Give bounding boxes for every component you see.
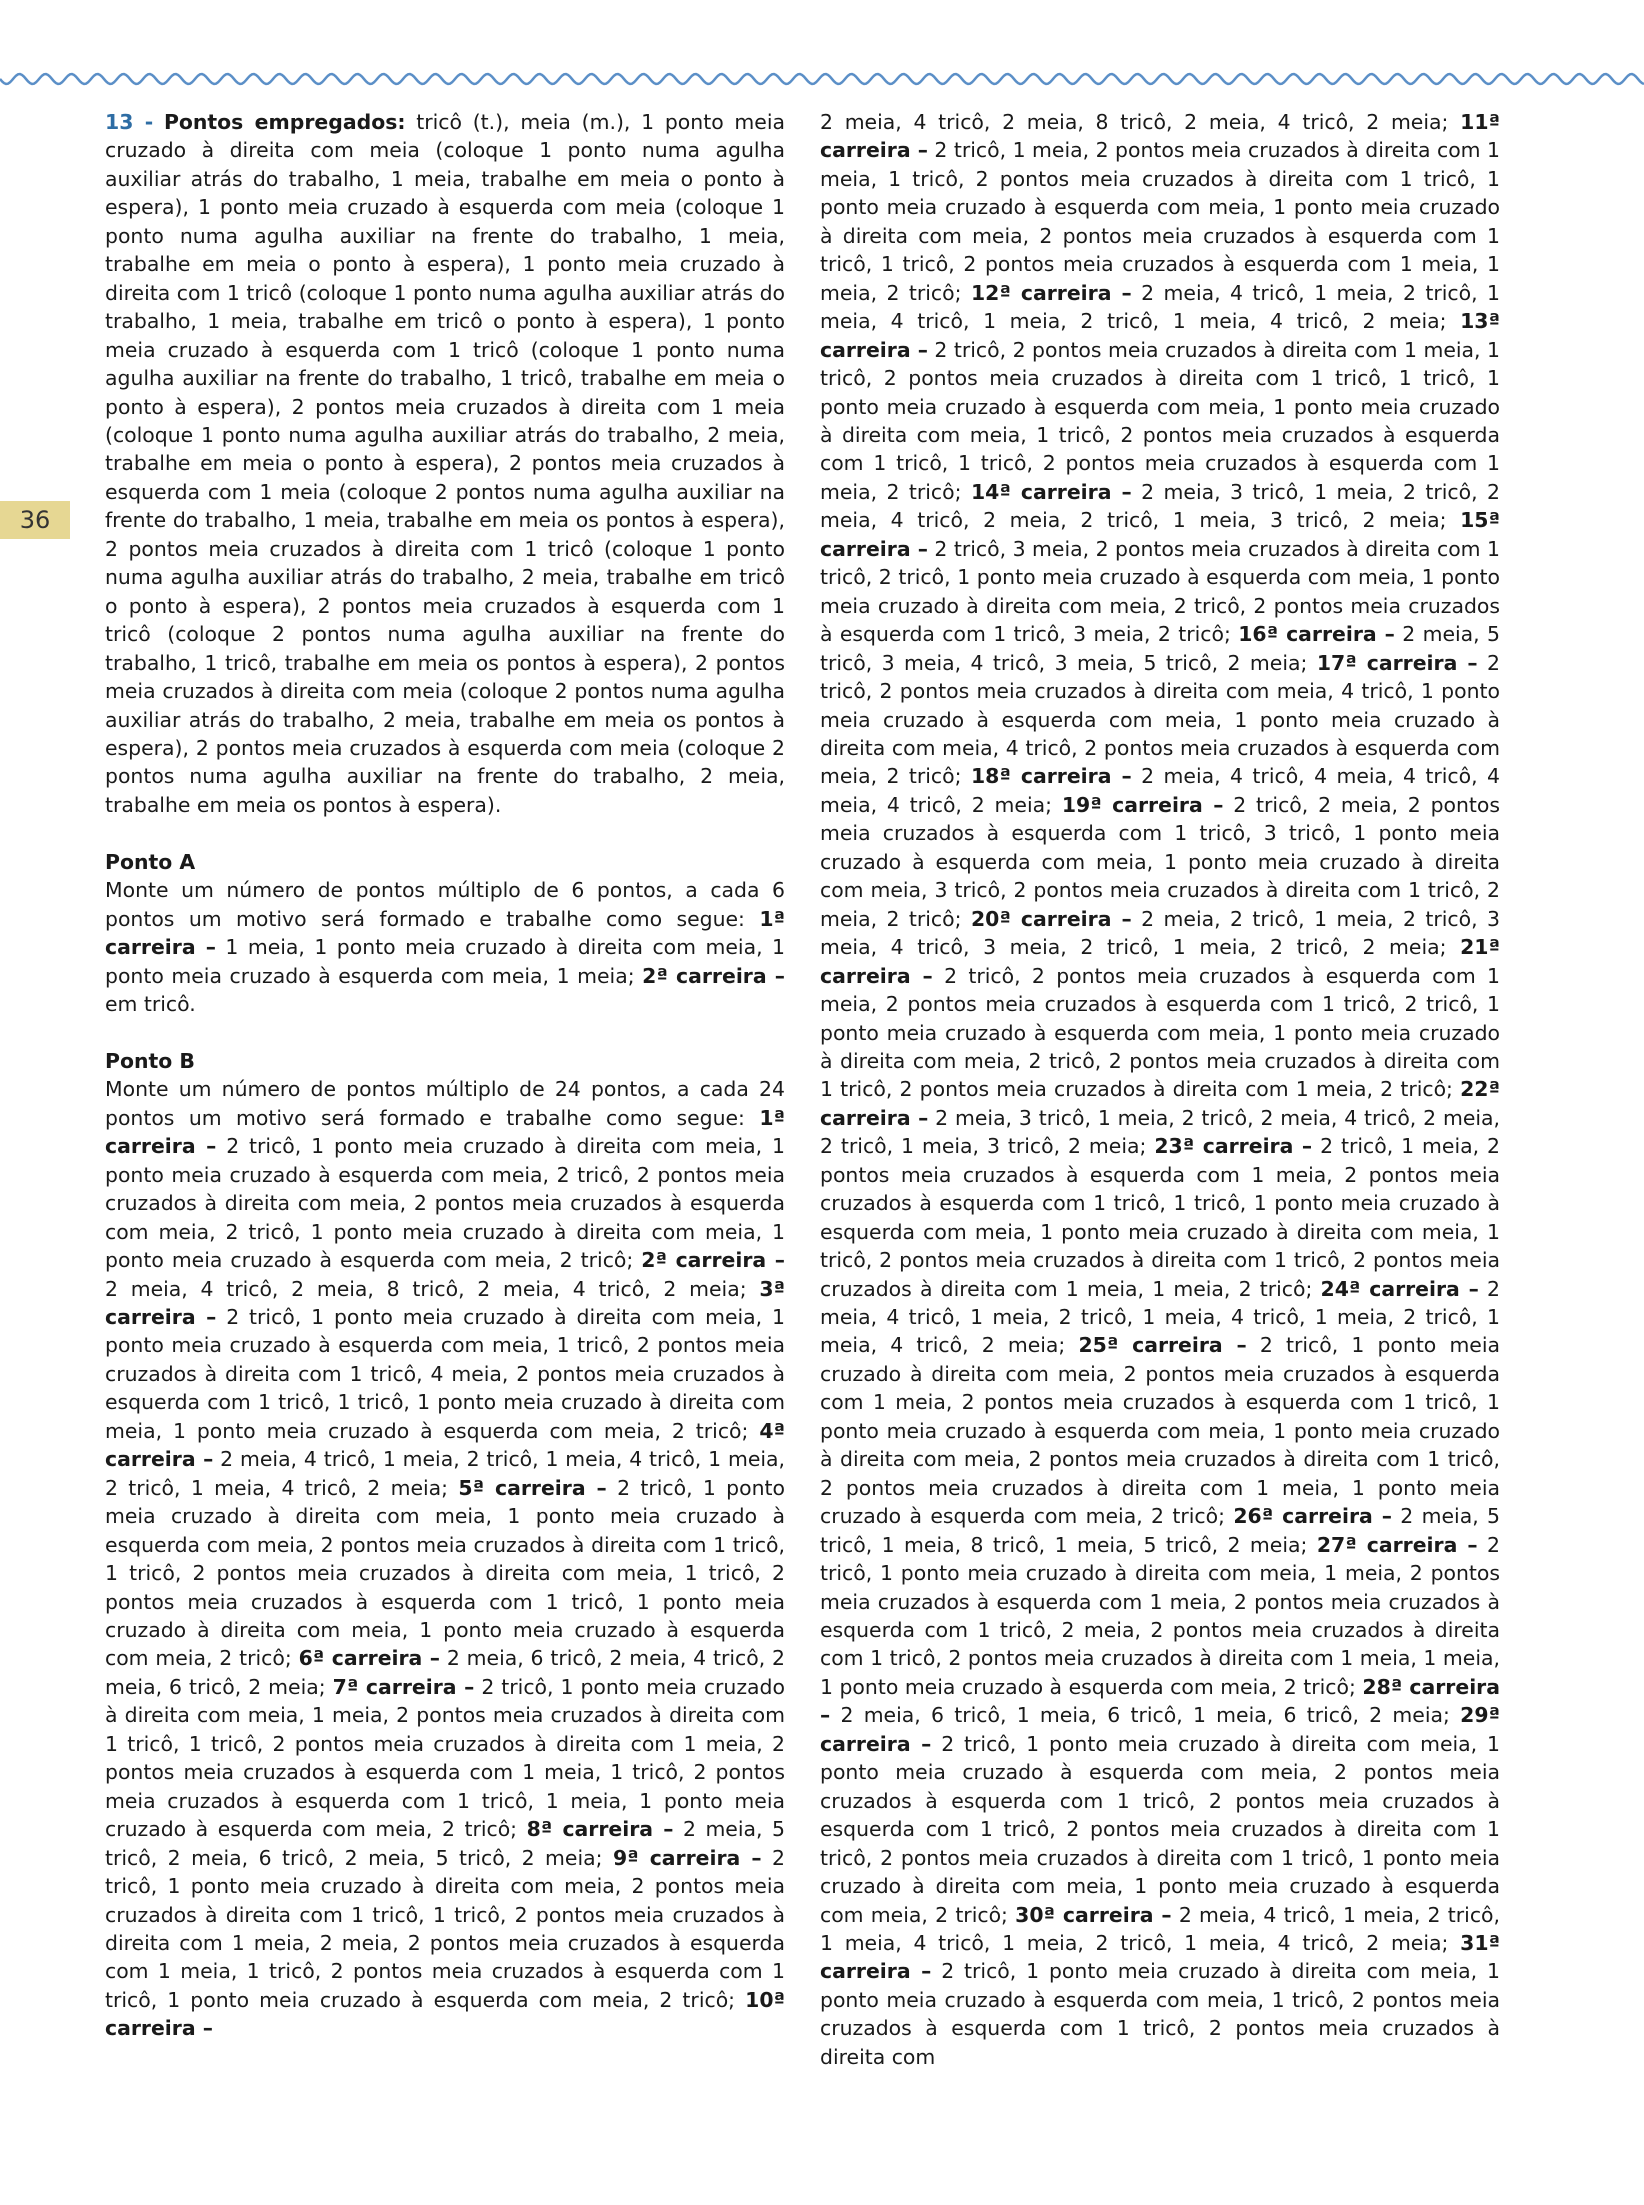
row-label: 31ª carreira – — [820, 1931, 1501, 1984]
continued-row-text: 2 meia, 4 tricô, 2 meia, 8 tricô, 2 meia, 4 tricô, 2 meia; — [820, 110, 1449, 134]
row-text: 2 meia, 4 tricô, 4 meia, 4 tricô, 4 meia, 4 tricô, 2 meia; — [820, 764, 1500, 817]
row-label: 13ª carreira – — [820, 309, 1500, 362]
row-text: 2 tricô, 2 pontos meia cruzados à direita com meia, 4 tricô, 1 ponto meia cruzado à esquerda com meia, 1 ponto meia cruzado à direita com meia, 4 tricô, 2 pontos meia cruzados à esquerda com meia, 2 tricô; — [820, 650, 1500, 789]
row-label: 7ª carreira – — [332, 1674, 475, 1699]
row-label: 3ª carreira – — [105, 1276, 785, 1329]
row-text: 2 tricô, 2 pontos meia cruzados à esquerda com 1 meia, 2 pontos meia cruzados à esquerda com 1 tricô, 2 tricô, 1 ponto meia cruzado à esquerda com meia, 1 ponto meia cruzado à direita com meia, 2 tricô, 2 pontos meia cruzados à direita com 1 tricô, 2 pontos meia cruzados à direita com 1 meia, 2 tricô; — [820, 963, 1500, 1102]
row-label: 1ª carreira – — [105, 1105, 785, 1159]
right-column — [820, 108, 1500, 2071]
row-text: 2 meia, 4 tricô, 1 meia, 2 tricô, 1 meia, 4 tricô, 1 meia, 2 tricô, 1 meia, 4 tricô, 2 meia; — [820, 1902, 1500, 1955]
section-13-paragraph — [105, 108, 785, 819]
ponto-a-heading: Ponto A — [105, 849, 196, 874]
row-label: 6ª carreira – — [298, 1646, 440, 1671]
row-label: 22ª carreira – — [820, 1077, 1500, 1130]
decorative-wave-border — [0, 66, 1644, 92]
row-text: 2 meia, 4 tricô, 1 meia, 2 tricô, 1 meia, 4 tricô, 1 meia, 2 tricô, 1 meia, 4 tricô, 2 meia; — [820, 280, 1500, 334]
row-label: 2ª carreira – — [642, 963, 785, 988]
row-text: 2 tricô, 2 meia, 2 pontos meia cruzados à esquerda com 1 tricô, 3 tricô, 1 ponto meia cruzado à esquerda com meia, 1 ponto meia cruzado à direita com meia, 3 tricô, 2 pontos meia cruzados à direita com 1 tricô, 2 meia, 2 tricô; — [820, 792, 1501, 931]
row-text: 2 meia, 4 tricô, 1 meia, 2 tricô, 1 meia, 4 tricô, 1 meia, 2 tricô, 1 meia, 4 tricô, 2 meia; — [820, 1276, 1500, 1358]
row-text: 2 meia, 5 tricô, 3 meia, 4 tricô, 3 meia, 5 tricô, 2 meia; — [820, 622, 1500, 675]
row-text: 2 meia, 6 tricô, 2 meia, 4 tricô, 2 meia, 6 tricô, 2 meia; — [105, 1646, 786, 1699]
row-label: 19ª carreira – — [1061, 792, 1224, 817]
ponto-a-paragraph — [105, 876, 785, 1018]
row-label: 12ª carreira – — [970, 280, 1132, 305]
row-label: 17ª carreira – — [1316, 650, 1478, 675]
row-text: 2 meia, 2 tricô, 1 meia, 2 tricô, 3 meia, 4 tricô, 3 meia, 2 tricô, 1 meia, 2 tricô, 2 meia; — [820, 906, 1500, 960]
row-label: 28ª carreira – — [820, 1674, 1500, 1728]
row-label: 5ª carreira – — [458, 1475, 607, 1500]
ponto-a-intro: Monte um número de pontos múltiplo de 6 pontos, a cada 6 pontos um motivo será formado e trabalhe como segue: — [105, 878, 785, 931]
row-text: 2 tricô, 1 ponto meia cruzado à direita com meia, 2 pontos meia cruzados à esquerda com 1 meia, 2 pontos meia cruzados à esquerda com 1 tricô, 1 ponto meia cruzado à esquerda com meia, 1 ponto meia cruzado à direita com meia, 2 pontos meia cruzados à direita com 1 tricô, 2 pontos meia cruzados à direita com 1 meia, 1 ponto meia cruzado à esquerda com meia, 2 tricô; — [820, 1333, 1501, 1529]
row-text: 1 meia, 1 ponto meia cruzado à direita com meia, 1 ponto meia cruzado à esquerda com meia, 1 meia; — [105, 935, 786, 988]
row-text: 2 meia, 5 tricô, 1 meia, 8 tricô, 1 meia, 5 tricô, 2 meia; — [820, 1504, 1500, 1557]
row-label: 2ª carreira – — [641, 1248, 786, 1273]
row-text: 2 tricô, 1 ponto meia cruzado à direita com meia, 1 ponto meia cruzado à esquerda com meia, 2 tricô, 2 pontos meia cruzados à direita com meia, 2 pontos meia cruzados à esquerda com meia, 2 tricô, 1 ponto meia cruzado à direita com meia, 1 ponto meia cruzado à esquerda com meia, 2 tricô; — [105, 1134, 785, 1273]
ponto-b-paragraph-left — [105, 1075, 785, 2042]
row-text: 2 meia, 4 tricô, 1 meia, 2 tricô, 1 meia, 4 tricô, 1 meia, 2 tricô, 1 meia, 4 tricô, 2 meia; — [105, 1447, 786, 1500]
row-text: 2 tricô, 1 ponto meia cruzado à direita com meia, 2 pontos meia cruzados à direita com 1 tricô, 1 tricô, 2 pontos meia cruzados à direita com 1 meia, 2 meia, 2 pontos meia cruzados à esquerda com 1 meia, 1 tricô, 2 pontos meia cruzados à esquerda com 1 tricô, 1 ponto meia cruzado à esquerda com meia, 2 tricô; — [105, 1845, 785, 2012]
row-text: 2 tricô, 2 pontos meia cruzados à direita com 1 meia, 1 tricô, 2 pontos meia cruzados à direita com 1 tricô, 1 tricô, 1 ponto meia cruzado à esquerda com meia, 1 ponto meia cruzado à direita com meia, 1 tricô, 2 pontos meia cruzados à esquerda com 1 tricô, 1 tricô, 2 pontos meia cruzados à esquerda com 1 meia, 2 tricô; — [820, 337, 1501, 504]
section-text: tricô (t.), meia (m.), 1 ponto meia cruzado à direita com meia (coloque 1 ponto numa agulha auxiliar atrás do trabalho, 1 meia, trabalhe em meia o ponto à espera), 1 ponto meia cruzado à esquerda com meia (coloque 1 ponto numa agulha auxiliar na frente do trabalho, 1 meia, trabalhe em meia o ponto à espera), 1 ponto meia cruzado à direita com 1 tricô (coloque 1 ponto numa agulha auxiliar atrás do trabalho, 1 meia, trabalhe em tricô o ponto à espera), 1 ponto meia cruzado à esquerda com 1 tricô (coloque 1 ponto numa agulha auxiliar na frente do trabalho, 1 tricô, trabalhe em meia o ponto à espera), 2 pontos meia cruzados à direita com 1 meia (coloque 1 ponto numa agulha auxiliar atrás do trabalho, 2 meia, trabalhe em meia o ponto à espera), 2 pontos meia cruzados à esquerda com 1 meia (coloque 2 pontos numa agulha auxiliar na frente do trabalho, 1 meia, trabalhe em meia os pontos à espera), 2 pontos meia cruzados à direita com 1 tricô (coloque 1 ponto numa agulha auxiliar atrás do trabalho, 2 meia, trabalhe em tricô o ponto à espera), 2 pontos meia cruzados à esquerda com 1 tricô (coloque 2 pontos numa agulha auxiliar na frente do trabalho, 1 tricô, trabalhe em meia os pontos à espera), 2 pontos meia cruzados à direita com meia (coloque 2 pontos numa agulha auxiliar atrás do trabalho, 2 meia, trabalhe em meia os pontos à espera), 2 pontos meia cruzados à esquerda com meia (coloque 2 pontos numa agulha auxiliar na frente do trabalho, 2 meia, trabalhe em meia os pontos à espera). — [105, 110, 785, 817]
row-text: 2 tricô, 1 ponto meia cruzado à direita com meia, 1 ponto meia cruzado à esquerda com meia, 1 tricô, 2 pontos meia cruzados à direita com 1 tricô, 4 meia, 2 pontos meia cruzados à esquerda com 1 tricô, 1 tricô, 1 ponto meia cruzado à direita com meia, 1 ponto meia cruzado à esquerda com meia, 2 tricô; — [105, 1305, 785, 1443]
ponto-b-heading: Ponto B — [105, 1048, 195, 1073]
row-text: 2 tricô, 1 ponto meia cruzado à direita com meia, 1 meia, 2 pontos meia cruzados à esquerda com 1 meia, 2 pontos meia cruzados à esquerda com 1 tricô, 2 meia, 2 pontos meia cruzados à direita com 1 tricô, 2 pontos meia cruzados à direita com 1 meia, 1 meia, 1 ponto meia cruzado à esquerda com meia, 2 tricô; — [820, 1532, 1500, 1699]
row-text: em tricô. — [105, 992, 196, 1017]
section-number: 13 - — [105, 110, 154, 134]
row-text: 2 tricô, 3 meia, 2 pontos meia cruzados à direita com 1 tricô, 2 tricô, 1 ponto meia cruzado à esquerda com meia, 1 ponto meia cruzado à direita com meia, 2 tricô, 2 pontos meia cruzados à esquerda com 1 tricô, 3 meia, 2 tricô; — [820, 536, 1501, 647]
row-label: 30ª carreira – — [1015, 1902, 1172, 1927]
page-number: 36 — [0, 501, 70, 539]
row-label: 29ª carreira – — [820, 1703, 1501, 1756]
row-label: 4ª carreira – — [105, 1418, 785, 1472]
row-label: 14ª carreira – — [970, 479, 1132, 504]
row-label: 9ª carreira – — [612, 1845, 762, 1870]
row-text: 2 meia, 5 tricô, 2 meia, 6 tricô, 2 meia, 5 tricô, 2 meia; — [105, 1817, 786, 1870]
row-label: 15ª carreira – — [820, 508, 1500, 561]
row-text: 2 meia, 3 tricô, 1 meia, 2 tricô, 2 meia, 4 tricô, 2 meia, 2 tricô, 1 meia, 3 tricô, 2 meia; — [820, 479, 1500, 533]
row-label: 10ª carreira – — [105, 1987, 786, 2041]
row-label: 20ª carreira – — [970, 906, 1132, 931]
row-label: 11ª carreira – — [820, 110, 1501, 163]
ponto-b-intro: Monte um número de pontos múltiplo de 24 pontos, a cada 24 pontos um motivo será formado e trabalhe como segue: — [105, 1077, 785, 1130]
row-text: 2 meia, 6 tricô, 1 meia, 6 tricô, 1 meia, 6 tricô, 2 meia; — [840, 1703, 1450, 1728]
row-label: 8ª carreira – — [526, 1817, 674, 1842]
section-label: Pontos empregados: — [163, 110, 406, 134]
row-text: 2 tricô, 1 ponto meia cruzado à direita com meia, 1 ponto meia cruzado à esquerda com meia, 1 tricô, 2 pontos meia cruzados à esquerda com 1 tricô, 2 pontos meia cruzados à direita com — [820, 1959, 1500, 2069]
row-text: 2 tricô, 1 ponto meia cruzado à direita com meia, 1 meia, 2 pontos meia cruzados à direita com 1 tricô, 1 tricô, 2 pontos meia cruzados à direita com 1 meia, 2 pontos meia cruzados à esquerda com 1 meia, 1 tricô, 2 pontos meia cruzados à esquerda com 1 tricô, 1 meia, 1 ponto meia cruzado à esquerda com meia, 2 tricô; — [105, 1674, 785, 1842]
row-text: 2 tricô, 1 meia, 2 pontos meia cruzados à direita com 1 meia, 1 tricô, 2 pontos meia cruzados à direita com 1 tricô, 1 ponto meia cruzado à esquerda com meia, 1 ponto meia cruzado à direita com meia, 2 pontos meia cruzados à esquerda com 1 tricô, 1 tricô, 2 pontos meia cruzados à esquerda com 1 meia, 1 meia, 2 tricô; — [820, 138, 1501, 305]
row-label: 1ª carreira – — [105, 906, 785, 960]
row-label: 25ª carreira – — [1078, 1333, 1247, 1358]
left-column — [105, 108, 785, 2043]
row-text: 2 tricô, 1 ponto meia cruzado à direita com meia, 1 ponto meia cruzado à esquerda com meia, 2 pontos meia cruzados à direita com 1 tricô, 1 tricô, 2 pontos meia cruzados à direita com meia, 1 tricô, 2 pontos meia cruzados à esquerda com 1 tricô, 1 ponto meia cruzado à direita com meia, 1 ponto meia cruzado à esquerda com meia, 2 tricô; — [105, 1475, 785, 1671]
row-text: 2 tricô, 1 meia, 2 pontos meia cruzados à esquerda com 1 meia, 2 pontos meia cruzados à esquerda com 1 tricô, 1 tricô, 1 ponto meia cruzado à esquerda com meia, 1 ponto meia cruzado à direita com meia, 1 tricô, 2 pontos meia cruzados à direita com 1 tricô, 2 pontos meia cruzados à direita com 1 meia, 1 meia, 2 tricô; — [820, 1134, 1501, 1301]
row-text: 2 tricô, 1 ponto meia cruzado à direita com meia, 1 ponto meia cruzado à esquerda com meia, 2 pontos meia cruzados à esquerda com 1 tricô, 2 pontos meia cruzados à esquerda com 1 tricô, 2 pontos meia cruzados à direita com 1 tricô, 2 pontos meia cruzados à direita com 1 tricô, 1 ponto meia cruzado à direita com meia, 1 ponto meia cruzado à esquerda com meia, 2 tricô; — [820, 1731, 1500, 1927]
row-label: 18ª carreira – — [970, 764, 1132, 789]
row-label: 24ª carreira – — [1320, 1276, 1479, 1301]
row-text: 2 meia, 3 tricô, 1 meia, 2 tricô, 2 meia, 4 tricô, 2 meia, 2 tricô, 1 meia, 3 tricô, 2 meia; — [820, 1105, 1501, 1159]
row-label: 26ª carreira – — [1233, 1504, 1392, 1529]
row-label: 27ª carreira – — [1316, 1532, 1478, 1557]
row-label: 16ª carreira – — [1238, 622, 1395, 647]
row-label: 23ª carreira – — [1154, 1134, 1313, 1159]
row-text: 2 meia, 4 tricô, 2 meia, 8 tricô, 2 meia, 4 tricô, 2 meia; — [105, 1276, 747, 1301]
row-label: 21ª carreira – — [820, 935, 1500, 988]
ponto-b-paragraph-right — [820, 108, 1500, 2071]
